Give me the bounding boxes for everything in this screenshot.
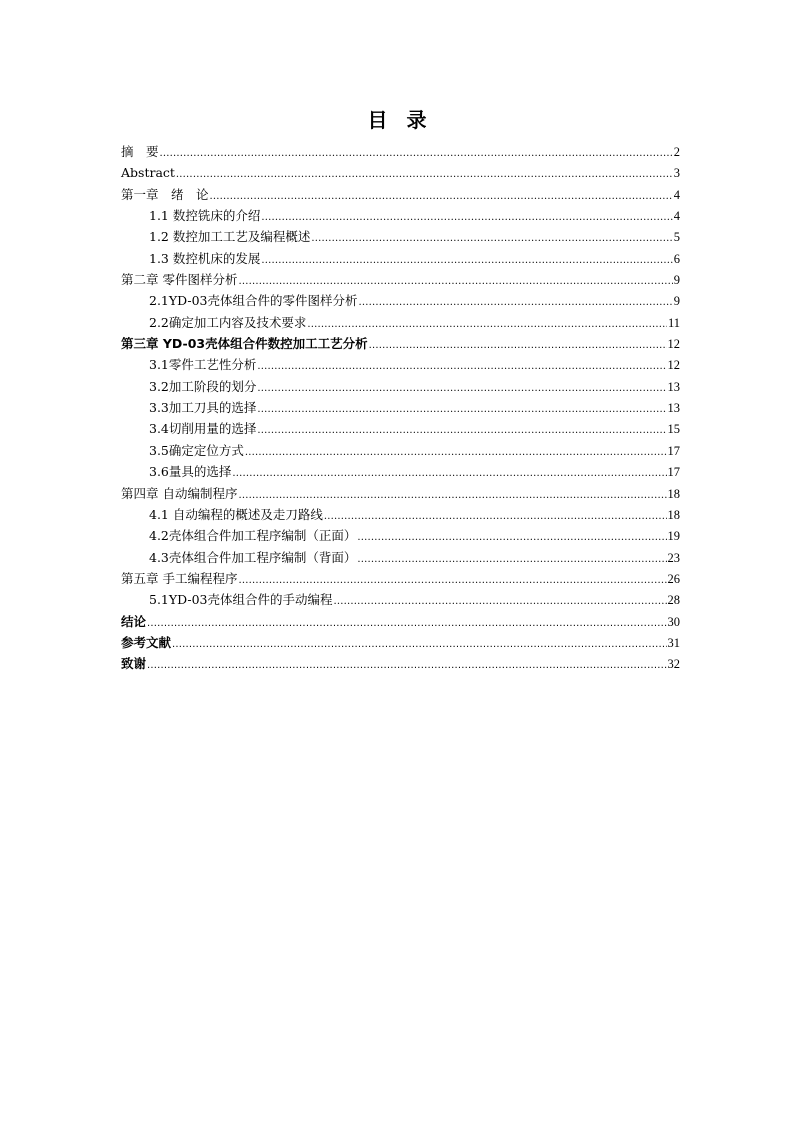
toc-entry-label: 结论 — [121, 613, 147, 629]
toc-page-number: 5 — [673, 230, 680, 245]
toc-page-number: 9 — [673, 294, 680, 309]
toc-page-number: 4 — [673, 209, 680, 224]
toc-entry[interactable] — [121, 547, 680, 568]
toc-page-number: 18 — [667, 486, 680, 501]
toc-entry[interactable] — [121, 226, 680, 247]
toc-dot-leader — [210, 184, 673, 205]
toc-entry[interactable] — [121, 162, 680, 183]
toc-dot-leader — [232, 461, 666, 482]
toc-dot-leader — [369, 333, 667, 354]
toc-dot-leader — [147, 653, 666, 674]
toc-page-number: 12 — [667, 337, 680, 352]
toc-entry-label: 3.3加工刀具的选择 — [149, 400, 257, 416]
table-of-contents — [121, 141, 680, 675]
toc-dot-leader — [324, 504, 667, 525]
toc-entry-label: 3.2加工阶段的划分 — [149, 378, 257, 394]
toc-entry[interactable] — [121, 483, 680, 504]
toc-dot-leader — [176, 162, 673, 183]
toc-page-number: 18 — [667, 507, 680, 522]
toc-page-number: 6 — [673, 251, 680, 266]
toc-dot-leader — [257, 376, 666, 397]
toc-entry-label: 3.4切削用量的选择 — [149, 421, 257, 437]
toc-dot-leader — [257, 418, 666, 439]
toc-page-number: 17 — [667, 443, 680, 458]
toc-entry-label: 5.1YD-03壳体组合件的手动编程 — [149, 592, 333, 608]
toc-page-number: 2 — [673, 145, 680, 159]
toc-page-number: 32 — [667, 657, 680, 672]
toc-dot-leader — [160, 141, 673, 162]
toc-dot-leader — [261, 205, 672, 226]
toc-entry-label: 1.3 数控机床的发展 — [149, 250, 261, 266]
toc-dot-leader — [245, 440, 667, 461]
toc-dot-leader — [311, 226, 672, 247]
toc-entry-label: 2.1YD-03壳体组合件的零件图样分析 — [149, 293, 358, 309]
toc-entry-label: 3.6量具的选择 — [149, 464, 232, 480]
toc-entry[interactable] — [121, 333, 680, 354]
toc-entry[interactable] — [121, 525, 680, 546]
toc-page-number: 11 — [667, 315, 680, 330]
toc-entry-label: 3.1零件工艺性分析 — [149, 357, 257, 373]
toc-entry-label: 2.2确定加工内容及技术要求 — [149, 314, 307, 330]
toc-page-number: 19 — [667, 529, 680, 544]
toc-entry[interactable] — [121, 269, 680, 290]
toc-page-number: 9 — [673, 273, 680, 288]
toc-entry[interactable] — [121, 568, 680, 589]
toc-dot-leader — [261, 248, 672, 269]
toc-dot-leader — [357, 525, 666, 546]
toc-page-number: 17 — [667, 465, 680, 480]
toc-entry-label: 第三章 YD-03壳体组合件数控加工工艺分析 — [121, 336, 368, 352]
toc-page-number: 30 — [667, 614, 680, 629]
toc-entry[interactable] — [121, 632, 680, 653]
toc-entry[interactable] — [121, 248, 680, 269]
toc-entry[interactable] — [121, 376, 680, 397]
toc-dot-leader — [307, 312, 667, 333]
toc-entry-label: 第二章 零件图样分析 — [121, 272, 238, 288]
toc-entry[interactable] — [121, 461, 680, 482]
toc-entry-label: 致谢 — [121, 656, 147, 672]
toc-dot-leader — [172, 632, 666, 653]
toc-dot-leader — [257, 397, 666, 418]
toc-entry-label: Abstract — [121, 165, 175, 181]
toc-entry[interactable] — [121, 397, 680, 418]
toc-page-number: 15 — [667, 422, 680, 437]
toc-dot-leader — [238, 568, 666, 589]
toc-entry-label: 4.2壳体组合件加工程序编制（正面） — [149, 528, 357, 544]
toc-entry[interactable] — [121, 653, 680, 674]
toc-entry[interactable] — [121, 290, 680, 311]
toc-page-number: 26 — [667, 571, 680, 586]
toc-dot-leader — [147, 611, 666, 632]
toc-entry-label: 第四章 自动编制程序 — [121, 485, 238, 501]
toc-entry[interactable] — [121, 504, 680, 525]
toc-entry[interactable] — [121, 440, 680, 461]
toc-page-number: 23 — [667, 550, 680, 565]
toc-dot-leader — [238, 269, 672, 290]
toc-entry-label: 摘 要 — [121, 144, 159, 159]
toc-page-number: 13 — [667, 379, 680, 394]
toc-page-number: 4 — [673, 187, 680, 202]
toc-dot-leader — [257, 354, 666, 375]
toc-page-number: 28 — [667, 593, 680, 608]
toc-entry-label: 第一章 绪 论 — [121, 186, 209, 202]
toc-page-number: 13 — [667, 401, 680, 416]
toc-entry-label: 4.1 自动编程的概述及走刀路线 — [149, 506, 323, 522]
toc-page-number: 3 — [673, 166, 680, 181]
toc-entry[interactable] — [121, 589, 680, 610]
toc-entry[interactable] — [121, 141, 680, 162]
toc-entry-label: 1.2 数控加工工艺及编程概述 — [149, 229, 311, 245]
toc-dot-leader — [357, 547, 666, 568]
toc-entry-label: 1.1 数控铣床的介绍 — [149, 208, 261, 224]
toc-entry[interactable] — [121, 418, 680, 439]
toc-entry-label: 4.3壳体组合件加工程序编制（背面） — [149, 549, 357, 565]
page-title: 目 录 — [367, 108, 433, 132]
toc-entry[interactable] — [121, 354, 680, 375]
toc-entry[interactable] — [121, 312, 680, 333]
toc-entry[interactable] — [121, 205, 680, 226]
toc-dot-leader — [238, 483, 666, 504]
toc-entry-label: 参考文献 — [121, 634, 172, 650]
toc-page-number: 12 — [667, 358, 680, 373]
toc-entry[interactable] — [121, 611, 680, 632]
toc-page-number: 31 — [667, 635, 680, 650]
toc-dot-leader — [359, 290, 673, 311]
toc-entry-label: 第五章 手工编程程序 — [121, 570, 238, 586]
toc-dot-leader — [334, 589, 667, 610]
toc-entry[interactable] — [121, 184, 680, 205]
toc-entry-label: 3.5确定定位方式 — [149, 442, 244, 458]
